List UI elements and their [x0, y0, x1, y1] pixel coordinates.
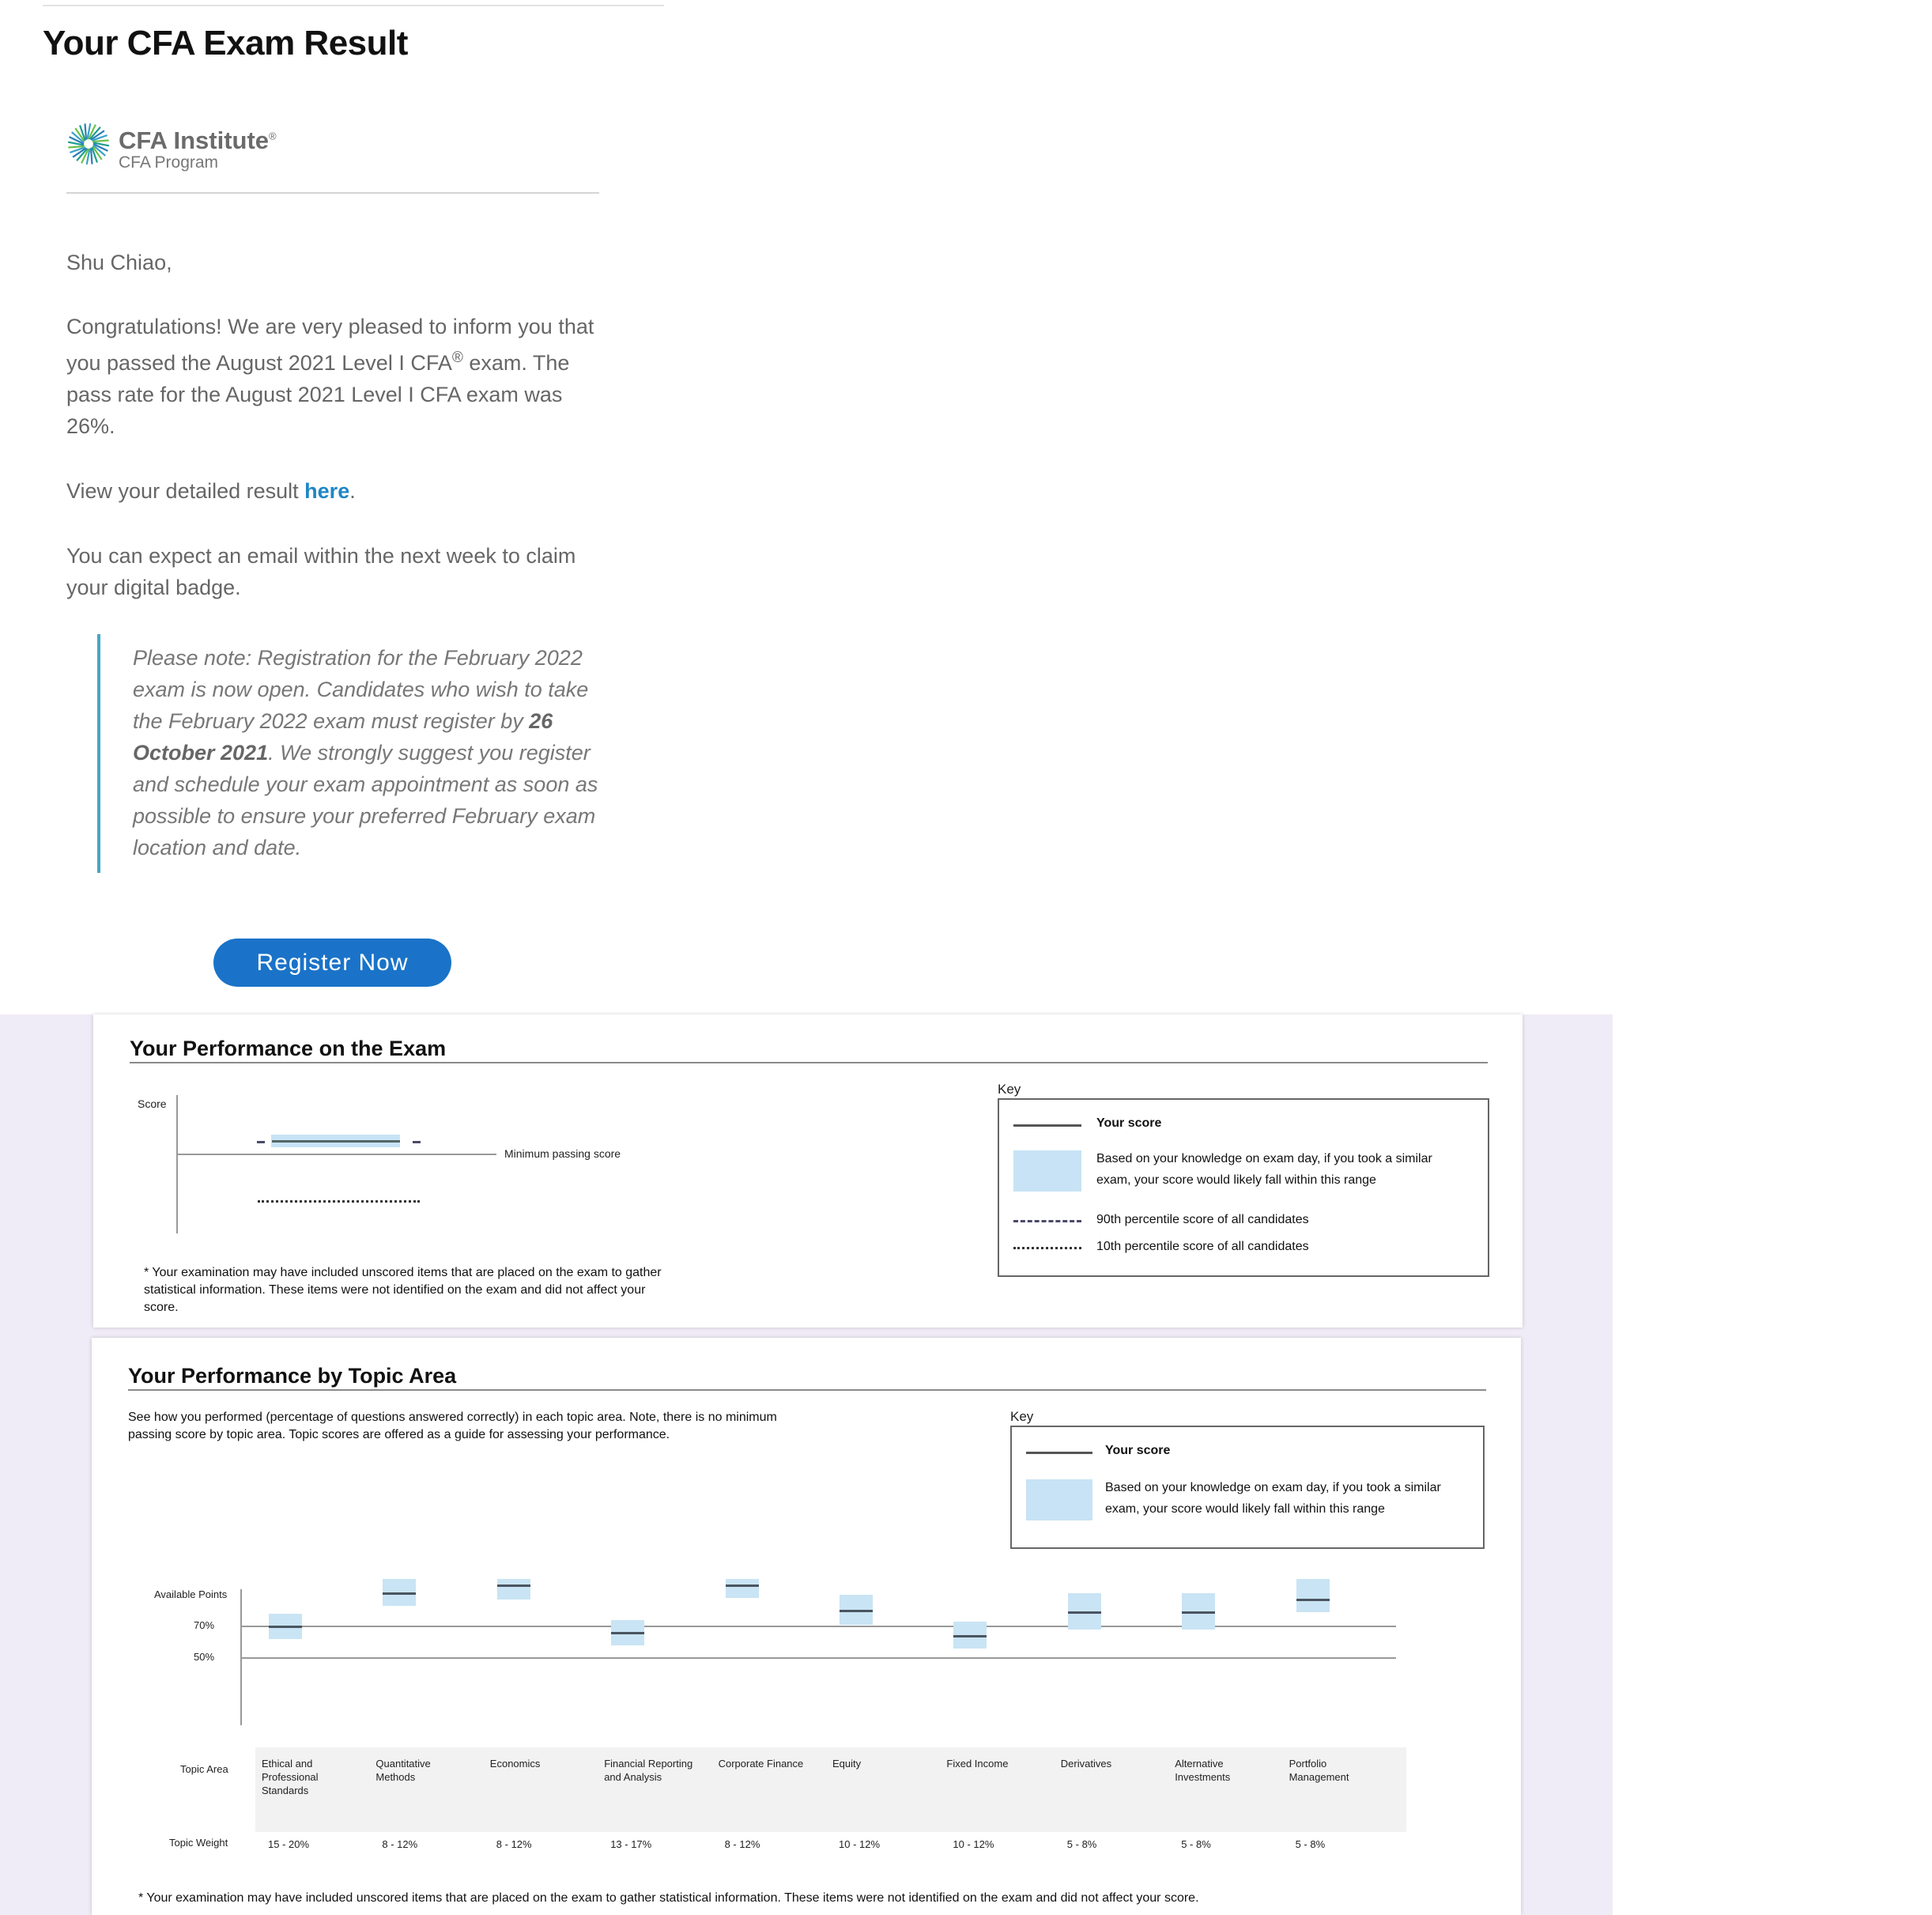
topic-weight-label: 8 - 12% [724, 1838, 760, 1850]
topic-key-your-score: Your score [1105, 1444, 1171, 1457]
cfa-logo [66, 119, 280, 174]
view-result-paragraph: View your detailed result here. [66, 479, 356, 503]
topic-score-marker [726, 1585, 759, 1587]
register-now-button[interactable]: Register Now [213, 939, 451, 987]
score-axis [176, 1095, 178, 1233]
exam-key-box [998, 1098, 1489, 1277]
p10-dotted-line [258, 1200, 420, 1203]
topic-score-marker [1296, 1599, 1330, 1601]
topic-score-marker [383, 1592, 416, 1595]
min-passing-label: Minimum passing score [504, 1147, 621, 1160]
topic-area-row-label: Topic Area [180, 1763, 228, 1775]
key-p10-text: 10th percentile score of all candidates [1096, 1240, 1309, 1253]
topic-description: See how you performed (percentage of questions answered correctly) in each topic area. Note, there is no minimum passing score by topic area. Topic scores are offered as a guide for assessing your performance. [128, 1411, 777, 1441]
topic-area-label: Economics [489, 1758, 541, 1770]
topic-score-marker [497, 1585, 530, 1587]
topic-weight-label: 15 - 20% [268, 1838, 310, 1850]
topic-area-label: Financial Reporting and Analysis [604, 1758, 693, 1783]
topic-weight-label: 13 - 17% [610, 1838, 652, 1850]
your-score-marker [272, 1140, 400, 1143]
topic-range-box [497, 1579, 530, 1600]
key-p90-line [1013, 1220, 1081, 1222]
min-passing-line [176, 1154, 496, 1155]
y-tick-available-points: Available Points [154, 1588, 228, 1600]
topic-weight-label: 8 - 12% [496, 1838, 532, 1850]
topic-score-marker [611, 1632, 644, 1634]
topic-area-label: Derivatives [1060, 1758, 1112, 1770]
topic-performance-card [92, 1338, 1521, 1915]
topic-area-label: Portfolio Management [1289, 1758, 1349, 1783]
topic-chart [92, 1338, 1521, 1915]
exam-footnote: * Your examination may have included unscored items that are placed on the exam to gather statistical information. These items were not identified on the exam and did not affect your score. [144, 1266, 662, 1314]
topic-key-range-text: Based on your knowledge on exam day, if you took a similar exam, your score would likely fall within this range [1105, 1481, 1441, 1516]
cfa-starburst-icon [66, 122, 111, 166]
topic-weight-label: 10 - 12% [953, 1838, 994, 1850]
topic-score-marker [1068, 1611, 1101, 1614]
top-divider [43, 5, 664, 6]
topic-weight-label: 5 - 8% [1295, 1838, 1326, 1850]
key-score-line [1013, 1124, 1081, 1127]
p90-dash-left [257, 1141, 265, 1143]
badge-paragraph: You can expect an email within the next week to claim your digital badge. [66, 544, 576, 599]
topic-area-label: Alternative Investments [1175, 1758, 1231, 1783]
ref-line-70 [240, 1626, 1396, 1627]
exam-performance-card [93, 1014, 1523, 1328]
ref-line-50 [240, 1657, 1396, 1659]
topic-weight-label: 10 - 12% [839, 1838, 881, 1850]
key-range-text: Based on your knowledge on exam day, if you took a similar exam, your score would likely fall within this range [1096, 1152, 1432, 1187]
logo-ray [68, 146, 84, 147]
topic-score-marker [840, 1610, 873, 1612]
topic-footnote: * Your examination may have included unscored items that are placed on the exam to gather statistical information. These items were not identified on the exam and did not affect your score. [138, 1891, 1199, 1905]
topic-area-label: Equity [832, 1758, 862, 1770]
here-link[interactable]: here [304, 479, 350, 503]
topic-score-marker [1182, 1611, 1215, 1614]
header-divider [66, 192, 599, 194]
congratulations-paragraph: Congratulations! We are very pleased to inform you that you passed the August 2021 Level I CFA® exam. The pass rate for the August 2021 Level I CFA exam was 26%. [66, 315, 594, 438]
exam-performance-title: Your Performance on the Exam [130, 1037, 447, 1060]
registration-note: Please note: Registration for the February 2022 exam is now open. Candidates who wish to take the February 2022 exam must register by 26 October 2021. We strongly suggest you register and schedule your exam appointment as soon as possible to ensure your preferred February exam location and date. [133, 646, 598, 859]
key-your-score: Your score [1096, 1116, 1162, 1130]
y-tick-50: 50% [194, 1651, 215, 1663]
topic-performance-title: Your Performance by Topic Area [128, 1364, 457, 1388]
key-p90-text: 90th percentile score of all candidates [1096, 1213, 1309, 1226]
key-label: Key [998, 1082, 1021, 1097]
logo-program: CFA Program [119, 153, 219, 172]
topic-area-label: Corporate Finance [718, 1758, 804, 1770]
title-rule [130, 1062, 1488, 1063]
p90-dash-right [413, 1141, 421, 1143]
email-subject: Your CFA Exam Result [43, 24, 408, 62]
topic-weight-label: 5 - 8% [1181, 1838, 1211, 1850]
topic-range-box [1296, 1579, 1330, 1612]
logo-ray [85, 123, 86, 139]
topic-weight-label: 8 - 12% [382, 1838, 418, 1850]
topic-area-label: Fixed Income [946, 1758, 1009, 1770]
score-axis-label: Score [138, 1097, 167, 1110]
logo-name: CFA Institute® [119, 127, 277, 154]
topic-area-label: Ethical and Professional Standards [262, 1758, 319, 1796]
logo-ray [91, 148, 92, 164]
topic-range-box [726, 1579, 759, 1598]
topic-score-marker [269, 1626, 302, 1628]
logo-ray [92, 141, 108, 142]
y-tick-70: 70% [194, 1619, 215, 1631]
key-p10-line [1013, 1247, 1081, 1249]
topic-area-label: Quantitative Methods [375, 1758, 431, 1783]
note-accent-bar [97, 634, 100, 873]
topic-score-marker [953, 1635, 987, 1637]
topic-weight-row-label: Topic Weight [169, 1837, 228, 1849]
topic-key-label: Key [1010, 1409, 1034, 1424]
topic-weight-label: 5 - 8% [1066, 1838, 1097, 1850]
key-range-swatch [1013, 1150, 1081, 1192]
greeting: Shu Chiao, [66, 251, 172, 274]
